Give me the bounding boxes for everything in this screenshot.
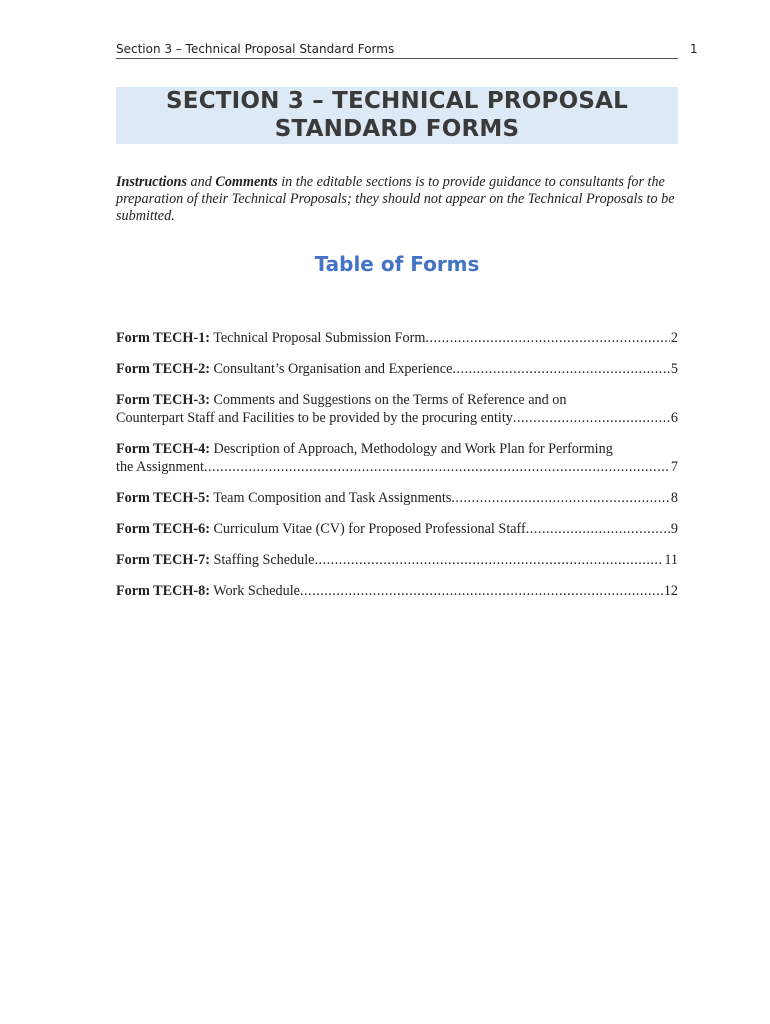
form-id: Form TECH-7:: [116, 552, 210, 568]
running-header: Section 3 – Technical Proposal Standard Forms: [116, 42, 678, 59]
form-id: Form TECH-6:: [116, 521, 210, 537]
form-title: Technical Proposal Submission Form: [209, 330, 426, 346]
form-page: 8: [670, 490, 678, 506]
form-title: Curriculum Vitae (CV) for Proposed Professional Staff: [209, 521, 526, 537]
form-title: Work Schedule: [209, 583, 300, 599]
form-id: Form TECH-1:: [116, 330, 210, 346]
form-page: 5: [670, 361, 678, 377]
section-title-line2: STANDARD FORMS: [274, 116, 520, 142]
toc-entry-tech-7[interactable]: [116, 551, 678, 569]
form-page: 12: [663, 583, 678, 599]
form-title: Consultant’s Organisation and Experience: [209, 361, 453, 377]
leader-dots: [300, 582, 663, 600]
instructions-text: in the editable sections is to provide guidance to consultants for the preparation of their Technical Proposals; they should not appear on the Technical Proposals to be submitted.: [116, 174, 675, 224]
comments-bold: Comments: [215, 174, 278, 190]
leader-dots: [451, 489, 670, 507]
form-title-cont: the Assignment: [116, 459, 204, 475]
page-number: 1: [690, 42, 698, 56]
instructions-bold: Instructions: [116, 174, 187, 190]
instructions-text: and: [186, 174, 216, 190]
form-title-cont: Counterpart Staff and Facilities to be provided by the procuring entity: [116, 410, 513, 426]
form-id: Form TECH-4:: [116, 441, 210, 457]
toc-title: Table of Forms: [314, 252, 480, 276]
form-page: 9: [670, 521, 678, 537]
form-title: Description of Approach, Methodology and Work Plan for Performing: [209, 441, 613, 457]
table-of-forms: [116, 329, 678, 613]
form-page: 7: [670, 459, 678, 475]
form-id: Form TECH-3:: [116, 392, 210, 408]
leader-dots: [513, 409, 670, 427]
section-title: [116, 87, 678, 144]
toc-entry-tech-1[interactable]: [116, 329, 678, 347]
toc-entry-tech-3[interactable]: [116, 391, 678, 427]
leader-dots: [526, 520, 670, 538]
leader-dots: [314, 551, 663, 569]
form-title: Comments and Suggestions on the Terms of Reference and on: [209, 392, 567, 408]
form-id: Form TECH-8:: [116, 583, 210, 599]
form-page: 11: [664, 552, 678, 568]
form-page: 2: [670, 330, 678, 346]
toc-entry-tech-5[interactable]: [116, 489, 678, 507]
leader-dots: [425, 329, 669, 347]
instructions-paragraph: [116, 174, 680, 225]
toc-entry-tech-4[interactable]: [116, 440, 678, 476]
leader-dots: [452, 360, 670, 378]
toc-entry-tech-2[interactable]: [116, 360, 678, 378]
toc-entry-tech-6[interactable]: [116, 520, 678, 538]
form-id: Form TECH-5:: [116, 490, 210, 506]
toc-entry-tech-8[interactable]: [116, 582, 678, 600]
form-page: 6: [670, 410, 678, 426]
leader-dots: [204, 458, 670, 476]
form-title: Team Composition and Task Assignments: [209, 490, 452, 506]
form-id: Form TECH-2:: [116, 361, 210, 377]
form-title: Staffing Schedule: [209, 552, 315, 568]
section-title-line1: SECTION 3 – TECHNICAL PROPOSAL: [166, 88, 628, 114]
